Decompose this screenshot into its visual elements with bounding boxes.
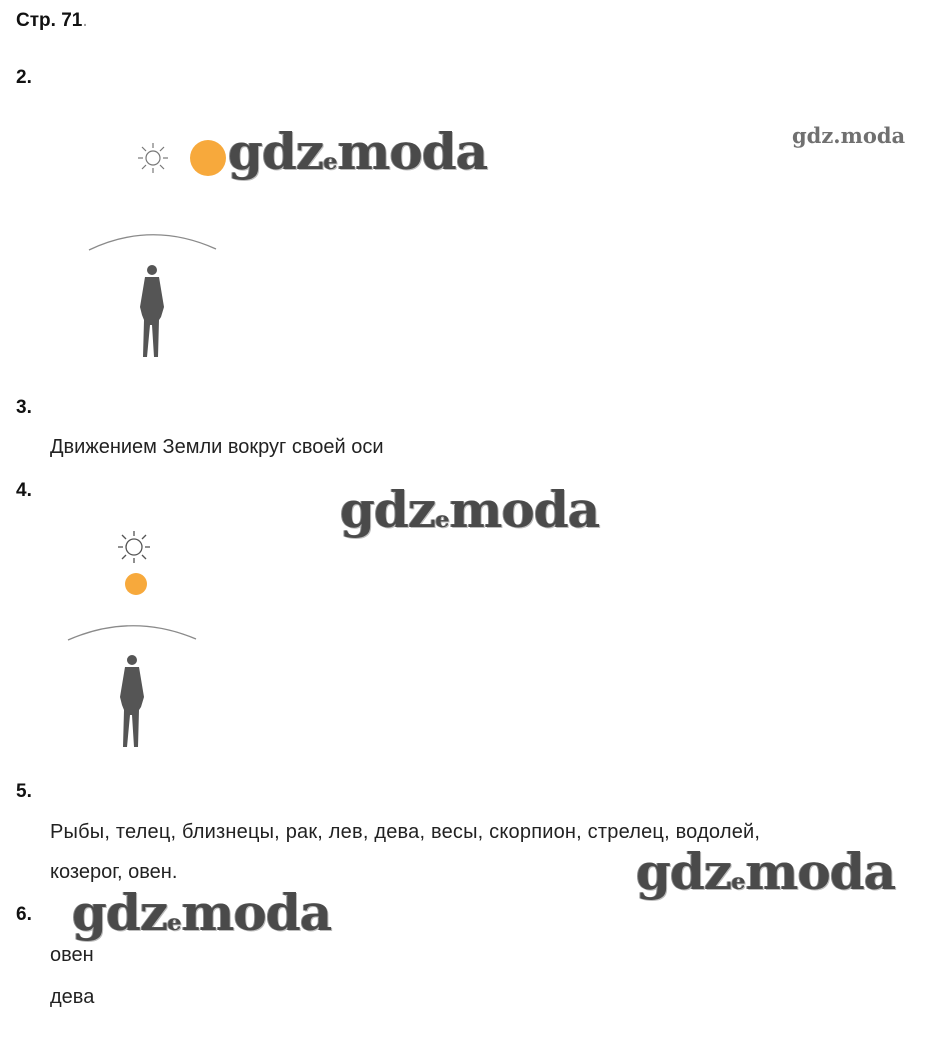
watermark-3: gdzemoda — [636, 842, 896, 901]
page-label-dot: . — [82, 10, 88, 31]
task-6-answer-2: дева — [50, 986, 95, 1008]
watermark-small: gdz.moda — [792, 123, 906, 148]
page-label-text: Стр. 71 — [16, 10, 83, 31]
task-3-number: 3. — [16, 397, 32, 418]
person-silhouette-icon — [120, 655, 144, 747]
horizon-arc — [68, 626, 196, 640]
task-2-number: 2. — [16, 67, 32, 88]
task-5-number: 5. — [16, 781, 32, 802]
task-6-number: 6. — [16, 904, 32, 925]
sun-position-dot — [125, 573, 147, 595]
task-5-answer-line-2: козерог, овен. — [50, 861, 178, 883]
watermark-2: gdzemoda — [340, 480, 600, 539]
task-4-number: 4. — [16, 480, 32, 501]
task-6-answer-1: овен — [50, 944, 94, 966]
task-3-answer: Движением Земли вокруг своей оси — [50, 436, 384, 458]
task-5-answer-line-1: Рыбы, телец, близнецы, рак, лев, дева, весы, скорпион, стрелец, водолей, — [50, 821, 761, 843]
watermark-1: gdzemoda — [228, 122, 488, 181]
sun-icon — [118, 531, 150, 563]
watermark-4: gdzemoda — [72, 883, 332, 942]
